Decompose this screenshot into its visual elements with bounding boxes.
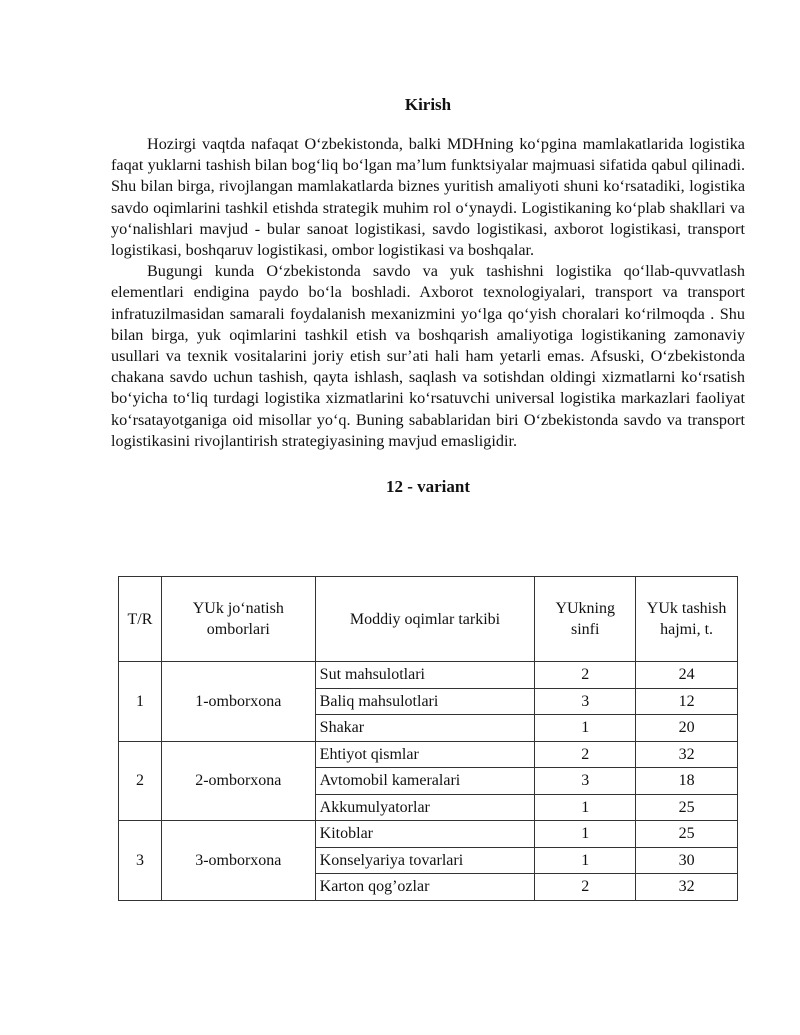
cell-item: Ehtiyot qismlar (315, 741, 535, 768)
cell-volume: 32 (636, 874, 738, 901)
document-page (111, 92, 745, 500)
cell-warehouse: 3-omborxona (161, 821, 315, 901)
table-row (119, 662, 738, 689)
cell-class: 1 (535, 794, 636, 821)
cell-volume: 12 (636, 688, 738, 715)
section-heading: Kirish (404, 95, 452, 114)
table-row (119, 741, 738, 768)
cell-class: 3 (535, 768, 636, 795)
cell-class: 1 (535, 715, 636, 742)
cell-item: Kitoblar (315, 821, 535, 848)
header-warehouse: YUk jo‘natish omborlari (161, 577, 315, 662)
cell-volume: 18 (636, 768, 738, 795)
cell-volume: 24 (636, 662, 738, 689)
cell-item: Karton qog’ozlar (315, 874, 535, 901)
cell-item: Avtomobil kameralari (315, 768, 535, 795)
intro-text (111, 134, 745, 452)
header-class: YUkning sinfi (535, 577, 636, 662)
paragraph-2: Bugungi kunda O‘zbekistonda savdo va yuk tashishni logistika qo‘llab-quvvatlash elementlari endigina paydo bo‘la boshladi. Axborot texnologiyalari, transport va transport infratuzilmasidan samarali foydalanish mexanizmini yo‘lga qo‘yish choralari ko‘rilmoqda . Shu bilan birga, yuk oqimlarini tashkil etish va boshqarish amaliyotiga logistikaning zamonaviy usullari va texnik vositalarini joriy etish sur’ati hali ham yetarli emas. Afsuski, O‘zbekistonda chakana savdo uchun tashish, qayta ishlash, saqlash va sotishdan oldingi xizmatlarni ko‘rsatish bo‘yicha to‘liq turdagi logistika xizmatlarini ko‘rsatuvchi universal logistika markazlari faoliyat ko‘rsatayotganiga oid misollar yo‘q. Buning sabablaridan biri O‘zbekistonda savdo va transport logistikasini rivojlantirish strategiyasining mavjud emasligidir. (111, 262, 745, 450)
cell-volume: 25 (636, 794, 738, 821)
cell-class: 2 (535, 874, 636, 901)
variant-title: 12 - variant (385, 477, 471, 497)
cell-item: Konselyariya tovarlari (315, 847, 535, 874)
table-header-row (119, 577, 738, 662)
table-row (119, 821, 738, 848)
cell-class: 1 (535, 847, 636, 874)
cell-volume: 32 (636, 741, 738, 768)
header-tr: T/R (119, 577, 162, 662)
cell-tr: 3 (119, 821, 162, 901)
cell-tr: 2 (119, 741, 162, 821)
cell-class: 2 (535, 741, 636, 768)
cell-volume: 25 (636, 821, 738, 848)
cell-tr: 1 (119, 662, 162, 742)
cell-item: Shakar (315, 715, 535, 742)
header-composition: Moddiy oqimlar tarkibi (315, 577, 535, 662)
paragraph-1: Hozirgi vaqtda nafaqat O‘zbekistonda, balki MDHning ko‘pgina mamlakatlarida logistika faqat yuklarni tashish bilan bog‘liq bo‘lgan ma’lum funktsiyalar majmuasi sifatida qabul qilinadi. Shu bilan birga, rivojlangan mamlakatlarda biznes yuritish amaliyoti shuni ko‘rsatadiki, logistika savdo oqimlarini tashkil etishda strategik muhim rol o‘ynaydi. Logistikaning ko‘plab shakllari va yo‘nalishlari mavjud - bular sanoat logistikasi, savdo logistikasi, axborot logistikasi, transport logistikasi, boshqaruv logistikasi, ombor logistikasi va boshqalar. (111, 135, 745, 260)
cell-warehouse: 1-omborxona (161, 662, 315, 742)
cell-item: Akkumulyatorlar (315, 794, 535, 821)
header-volume: YUk tashish hajmi, t. (636, 577, 738, 662)
cell-class: 3 (535, 688, 636, 715)
cell-class: 2 (535, 662, 636, 689)
cell-warehouse: 2-omborxona (161, 741, 315, 821)
cell-volume: 30 (636, 847, 738, 874)
cell-item: Baliq mahsulotlari (315, 688, 535, 715)
cell-volume: 20 (636, 715, 738, 742)
cargo-table (118, 576, 738, 901)
cell-class: 1 (535, 821, 636, 848)
cell-item: Sut mahsulotlari (315, 662, 535, 689)
